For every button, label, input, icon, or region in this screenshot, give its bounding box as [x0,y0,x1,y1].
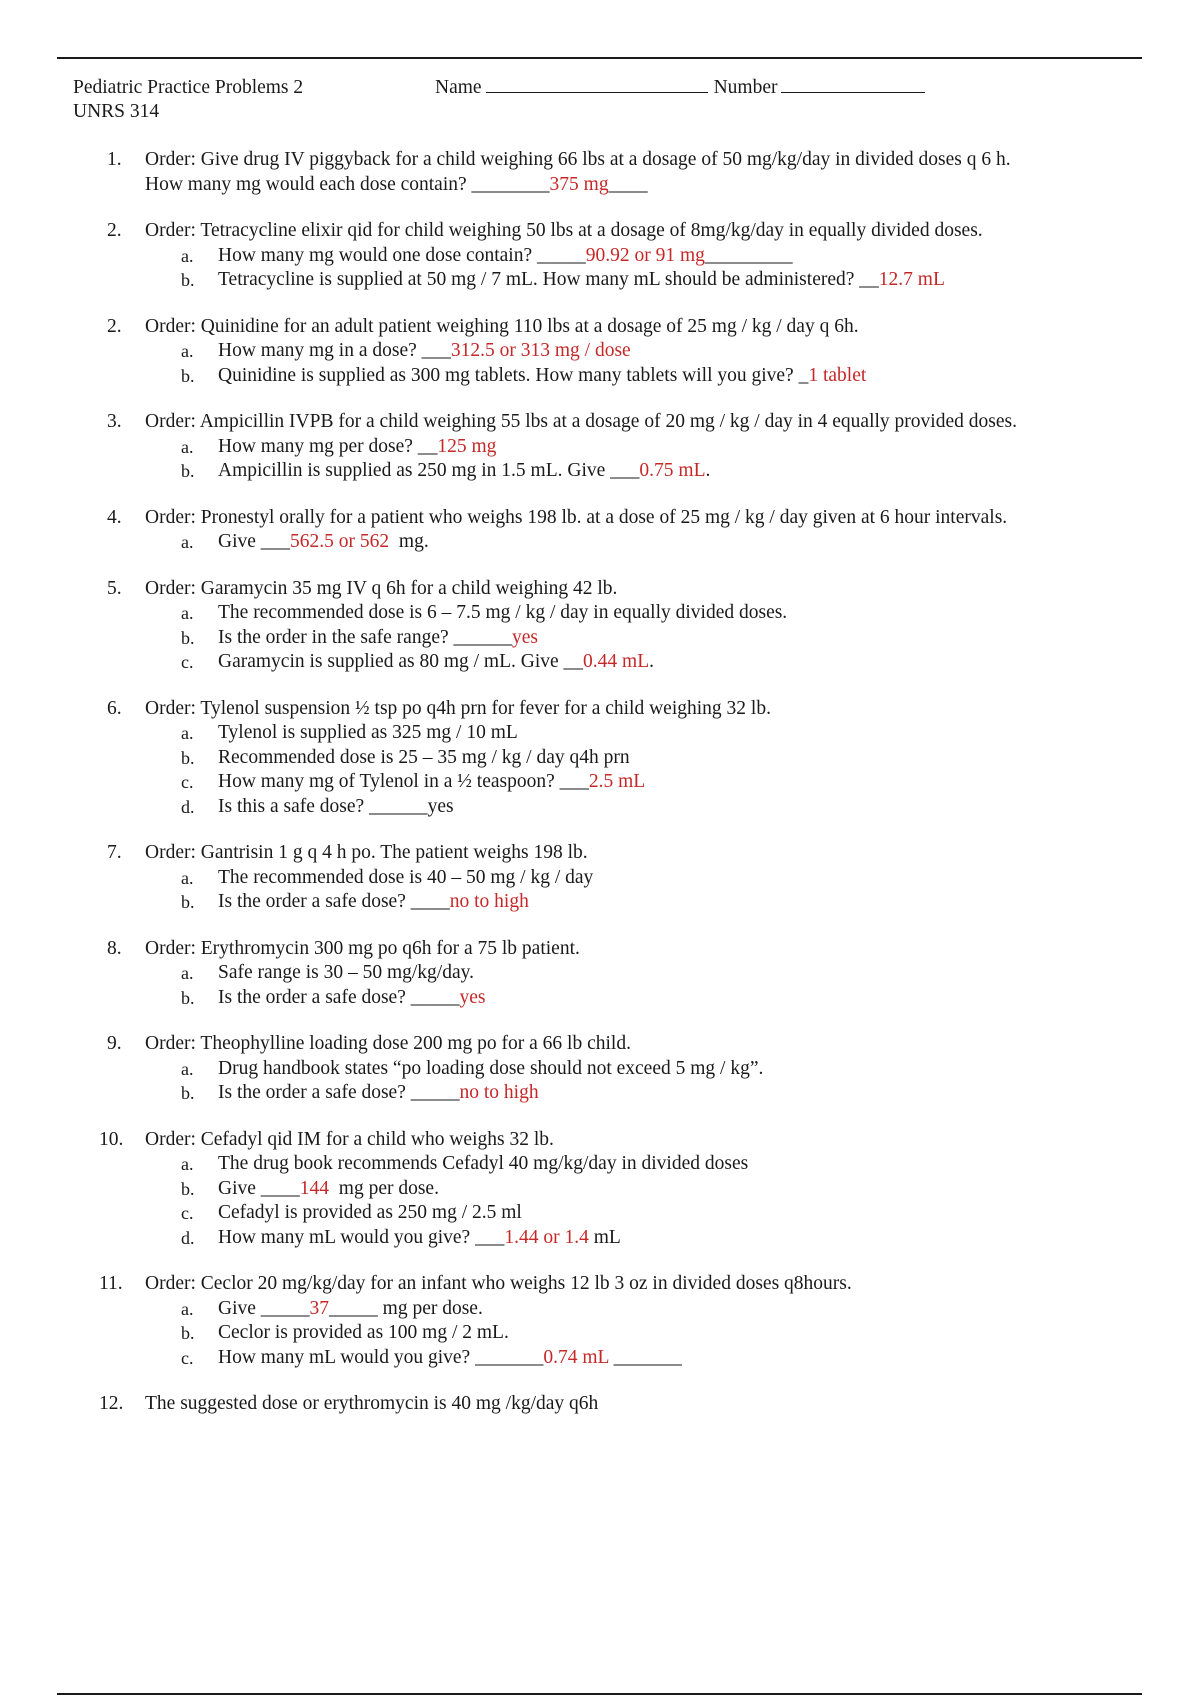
answer-blank: ____ [410,891,450,912]
answer-value: 312.5 or 313 mg / dose [450,340,631,361]
answer-blank: _ [798,364,809,386]
sub-letter: b. [181,365,195,386]
sub-text: How many mg would one dose contain? [218,244,537,266]
answer-blank: ________ [471,173,550,195]
question-item [0,577,1200,675]
sub-letter: c. [181,1203,194,1223]
worksheet-header [73,74,1153,124]
question-number: 1. [107,149,122,170]
sub-question [0,770,1200,795]
sub-letter: a. [181,532,194,552]
answer-value: 144 [299,1177,330,1199]
question-line: Order: Pronestyl orally for a patient who weighs 198 lb. at a dose of 25 mg / kg / day given at 6 hour intervals. [145,506,1008,528]
sub-text: The drug book recommends Cefadyl 40 mg/kg/day in divided doses [218,1153,749,1174]
question-text [0,148,1200,173]
question-line: Order: Garamycin 35 mg IV q 6h for a child weighing 42 lb. [145,577,618,599]
answer-blank: __ [563,651,584,672]
question-item [0,410,1200,484]
question-text [0,410,1200,435]
sub-question [0,1297,1200,1322]
course-title: Pediatric Practice Problems 2 [73,77,304,98]
answer-blank: _____ [260,1297,310,1319]
answer-suffix: _______ [608,1346,682,1368]
question-item [0,148,1200,197]
sub-question [0,890,1200,915]
sub-text: How many mL would you give? [218,1346,476,1368]
answer-value: 12.7 mL [878,269,945,290]
question-number: 12. [99,1393,124,1414]
question-tail [0,173,1200,198]
sub-letter: c. [181,772,194,792]
sub-question [0,1226,1200,1251]
answer-blank: ___ [260,531,291,552]
sub-letter: a. [181,245,194,266]
sub-letter: b. [181,270,195,290]
number-label: Number [713,77,778,98]
sub-question [0,435,1200,460]
question-item [0,697,1200,820]
sub-text: Safe range is 30 – 50 mg/kg/day. [218,962,474,983]
sub-text: Is the order a safe dose? [218,1082,411,1103]
sub-letter: c. [181,1347,194,1368]
question-line: Order: Ceclor 20 mg/kg/day for an infant who weighs 12 lb 3 oz in divided doses q8hours. [145,1273,852,1294]
answer-value: yes [459,986,486,1008]
question-item [0,1272,1200,1370]
number-field[interactable] [781,74,925,93]
sub-letter: a. [181,1154,194,1174]
question-line: The suggested dose or erythromycin is 40 mg /kg/day q6h [145,1393,599,1414]
answer-value: 37 [309,1297,330,1319]
sub-text: Give [218,1177,261,1199]
answer-suffix: mg per dose. [329,1177,439,1199]
question-list [0,148,1200,1439]
question-text [0,841,1200,866]
question-text [0,1392,1200,1417]
header-row [73,74,1153,100]
sub-question [0,1177,1200,1202]
sub-question [0,961,1200,986]
sub-letter: b. [181,1323,195,1343]
sub-letter: a. [181,1298,194,1319]
sub-text: Is this a safe dose? [218,795,370,817]
question-item [0,1032,1200,1106]
question-number: 2. [107,220,122,241]
sub-letter: b. [181,892,195,912]
sub-letter: d. [181,1227,195,1248]
sub-question [0,1081,1200,1106]
answer-blank: __ [417,435,438,457]
answer-blank: ____ [608,173,648,195]
answer-value: 90.92 or 91 mg [585,244,705,266]
answer-suffix: . [705,460,711,481]
sub-question [0,650,1200,675]
sub-question [0,1346,1200,1371]
answer-value: 2.5 mL [588,771,646,792]
question-line: Order: Give drug IV piggyback for a child weighing 66 lbs at a dosage of 50 mg/kg/day in divided doses q 6 h. [145,149,1011,170]
sub-text: Ceclor is provided as 100 mg / 2 mL. [218,1322,509,1343]
answer-suffix: mL [588,1226,621,1248]
sub-question [0,1321,1200,1346]
bottom-rule [57,1693,1142,1695]
question-text [0,937,1200,962]
question-number: 6. [107,697,122,719]
answer-value: 562.5 or 562 [290,531,390,552]
sub-question [0,1152,1200,1177]
sub-text: How many mg per dose? [218,435,418,457]
sub-text: Give [218,531,261,552]
sub-text: Is the order a safe dose? [218,891,411,912]
answer-value: 125 mg [437,435,497,457]
sub-question [0,364,1200,389]
question-item [0,937,1200,1011]
sub-text: The recommended dose is 6 – 7.5 mg / kg / day in equally divided doses. [218,602,788,623]
name-field[interactable] [486,74,708,93]
question-text [0,219,1200,244]
question-item [0,219,1200,293]
name-label: Name [435,77,482,98]
answer-value: 0.75 mL [639,460,706,481]
question-line: Order: Quinidine for an adult patient weighing 110 lbs at a dosage of 25 mg / kg / day q 6h. [145,315,859,337]
question-line: Order: Tylenol suspension ½ tsp po q4h prn for fever for a child weighing 32 lb. [145,697,771,719]
question-item [0,506,1200,555]
question-number: 4. [107,506,122,528]
question-number: 9. [107,1033,122,1054]
sub-letter: a. [181,341,194,361]
sub-question [0,795,1200,820]
question-line: Order: Theophylline loading dose 200 mg po for a 66 lb child. [145,1033,631,1054]
sub-text: How many mL would you give? [218,1226,476,1248]
answer-value: 1 tablet [808,364,867,386]
sub-letter: d. [181,796,195,817]
sub-question [0,339,1200,364]
sub-letter: a. [181,867,194,888]
answer-blank: ______yes [369,795,454,817]
answer-blank: ____ [260,1177,300,1199]
answer-blank: _____ [410,1082,460,1103]
sub-text: Drug handbook states “po loading dose should not exceed 5 mg / kg”. [218,1057,764,1079]
sub-letter: a. [181,603,194,623]
sub-letter: b. [181,987,195,1008]
sub-text: Quinidine is supplied as 300 mg tablets. How many tablets will you give? [218,364,799,386]
sub-question [0,721,1200,746]
sub-question [0,244,1200,269]
question-number: 2. [107,315,122,337]
question-text [0,315,1200,340]
question-number: 5. [107,577,122,599]
sub-question [0,601,1200,626]
sub-question [0,268,1200,293]
answer-blank: ___ [559,771,589,792]
sub-text: Ampicillin is supplied as 250 mg in 1.5 mL. Give [218,460,611,481]
sub-letter: a. [181,436,194,457]
sub-question [0,459,1200,484]
sub-question [0,746,1200,771]
sub-question [0,1057,1200,1082]
sub-text: Garamycin is supplied as 80 mg / mL. Give [218,651,564,672]
top-rule [57,57,1142,59]
question-line: Order: Cefadyl qid IM for a child who weighs 32 lb. [145,1128,554,1150]
question-text [0,697,1200,722]
answer-blank: ___ [610,460,640,481]
question-text [0,577,1200,602]
sub-letter: a. [181,963,194,983]
sub-question [0,626,1200,651]
sub-question [0,530,1200,555]
answer-value: 0.74 mL [543,1346,609,1368]
answer-blank: ___ [421,340,451,361]
question-line: Order: Gantrisin 1 g q 4 h po. The patient weighs 198 lb. [145,842,588,863]
sub-question [0,986,1200,1011]
answer-blank: _____ [536,244,586,266]
sub-text: Recommended dose is 25 – 35 mg / kg / day q4h prn [218,746,630,768]
question-line: Order: Tetracycline elixir qid for child weighing 50 lbs at a dosage of 8mg/kg/day in equally divided doses. [145,220,983,241]
sub-letter: a. [181,1058,194,1079]
sub-letter: b. [181,1178,195,1199]
prompt-text: How many mg would each dose contain? [145,173,472,195]
sub-letter: b. [181,461,195,481]
question-number: 3. [107,411,122,432]
sub-text: Tylenol is supplied as 325 mg / 10 mL [218,722,518,743]
question-text [0,1032,1200,1057]
sub-letter: a. [181,723,194,743]
answer-value: 1.44 or 1.4 [504,1226,589,1248]
question-number: 10. [99,1128,124,1150]
question-line: Order: Erythromycin 300 mg po q6h for a 75 lb patient. [145,937,580,959]
answer-blank: ___ [475,1226,505,1248]
sub-text: Give [218,1297,261,1319]
sub-text: How many mg in a dose? [218,340,422,361]
question-text [0,506,1200,531]
sub-text: Cefadyl is provided as 250 mg / 2.5 ml [218,1202,522,1223]
answer-blank: _____ [410,986,460,1008]
question-line: Order: Ampicillin IVPB for a child weighing 55 lbs at a dosage of 20 mg / kg / day in 4 equally provided doses. [145,411,1017,432]
question-item [0,1392,1200,1417]
answer-suffix: . [649,651,654,672]
answer-value: no to high [459,1082,539,1103]
sub-text: Tetracycline is supplied at 50 mg / 7 mL. How many mL should be administered? [218,269,860,290]
question-number: 11. [99,1273,123,1294]
sub-text: Is the order a safe dose? [218,986,411,1008]
question-item [0,841,1200,915]
answer-blank: __ [859,269,879,290]
answer-value: 0.44 mL [583,651,650,672]
sub-text: Is the order in the safe range? [218,626,454,648]
sub-text: How many mg of Tylenol in a ½ teaspoon? [218,771,560,792]
sub-letter: b. [181,747,195,768]
question-item [0,1128,1200,1251]
answer-suffix: mg. [389,531,429,552]
answer-suffix: _____ mg per dose. [329,1297,483,1319]
sub-question [0,1201,1200,1226]
answer-blank: ______ [453,626,513,648]
sub-letter: b. [181,627,195,648]
answer-blank: _______ [475,1346,544,1368]
question-text [0,1128,1200,1153]
answer-value: yes [512,626,539,648]
question-number: 8. [107,937,122,959]
sub-text: The recommended dose is 40 – 50 mg / kg / day [218,866,594,888]
course-code: UNRS 314 [73,101,160,122]
sub-question [0,866,1200,891]
answer-value: no to high [449,891,529,912]
question-item [0,315,1200,389]
answer-value: 375 mg [549,173,609,195]
question-number: 7. [107,842,122,863]
answer-suffix: _________ [704,244,793,266]
question-text [0,1272,1200,1297]
sub-letter: c. [181,652,194,672]
sub-letter: b. [181,1083,195,1103]
